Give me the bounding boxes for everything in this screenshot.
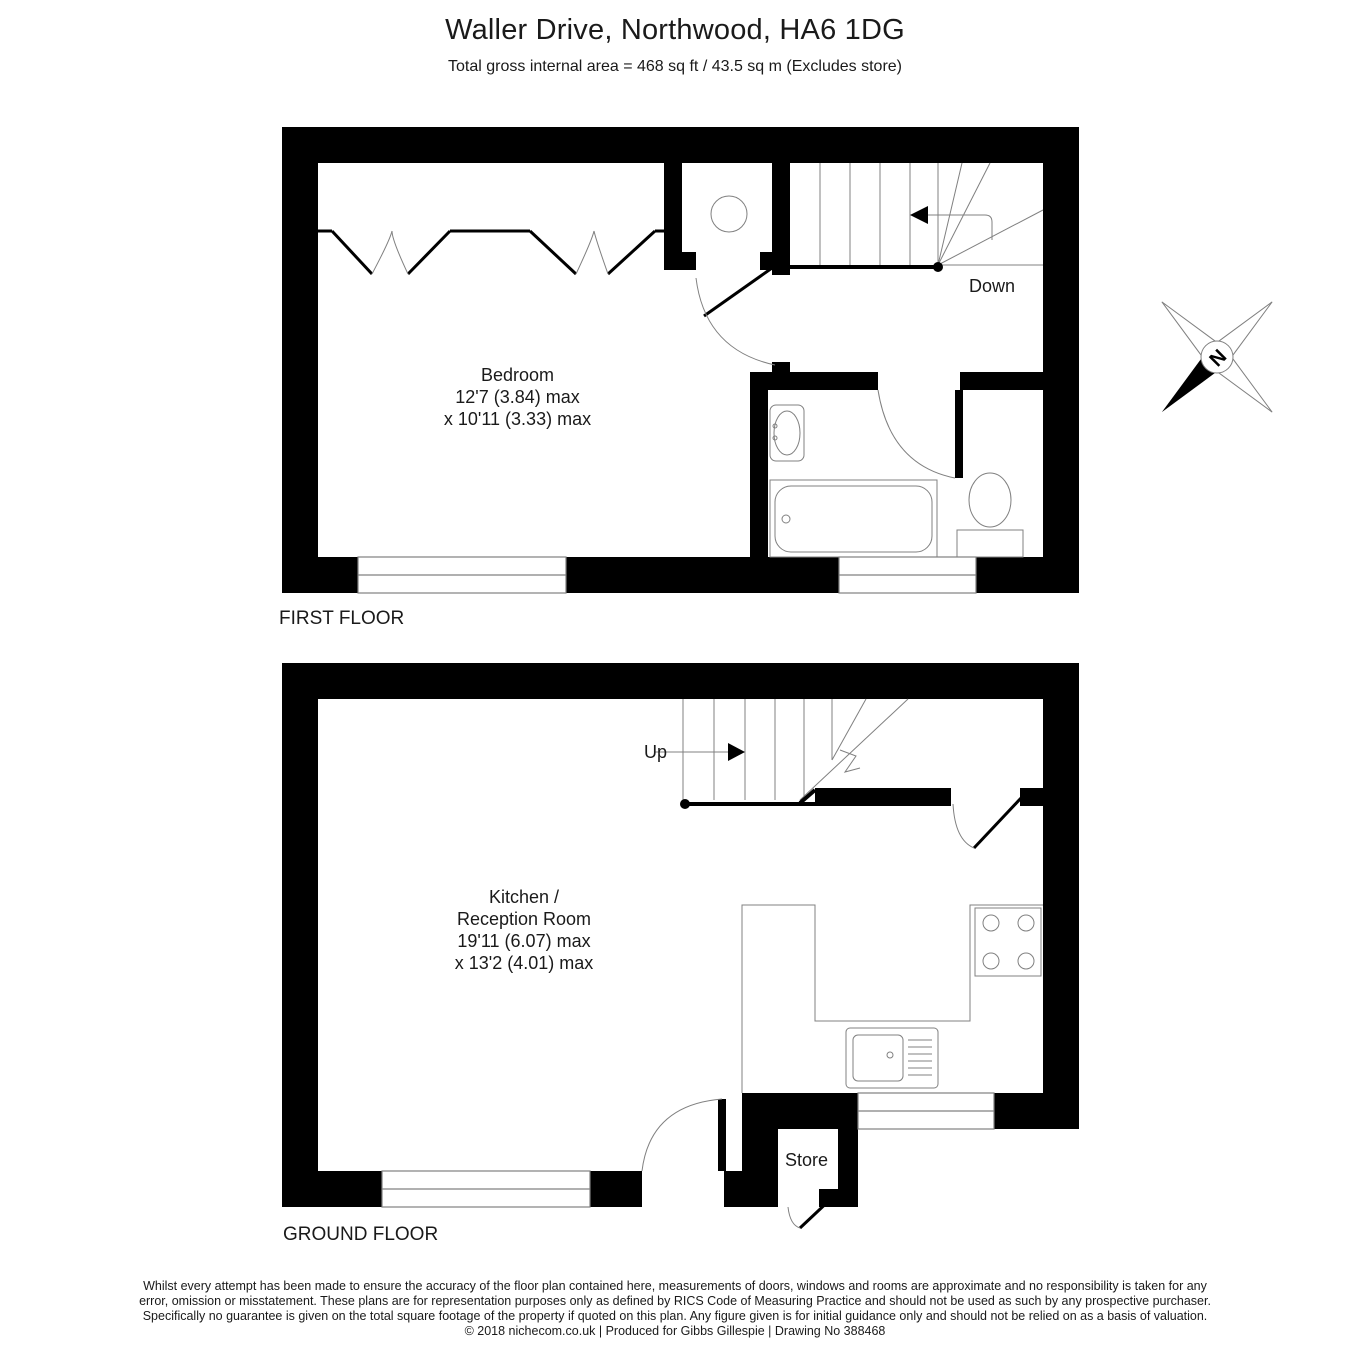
ground-floor-walls	[282, 663, 1079, 1207]
stairs-arrow-up	[728, 743, 745, 761]
disclaimer-line-3: Specifically no guarantee is given on the total square footage of the property if quoted on this plan. Any figure given is for initial guidance only and should not be relied on as a basis of valuation.	[142, 1309, 1208, 1323]
cupboard-door	[696, 268, 775, 365]
wardrobe-doors	[318, 231, 664, 274]
store-door	[788, 1196, 834, 1228]
store-label: Store	[785, 1150, 829, 1170]
copyright-line: © 2018 nichecom.co.uk | Produced for Gibbs Gillespie | Drawing No 388468	[464, 1324, 886, 1338]
hallway-door	[953, 797, 1022, 848]
disclaimer	[60, 1279, 1290, 1339]
kitchen-units	[742, 905, 1043, 1093]
stairs-up-label: Up	[644, 742, 668, 762]
bedroom-name: Bedroom	[480, 365, 555, 385]
cylinder-icon	[711, 196, 747, 232]
ground-floor-windows	[382, 1093, 994, 1207]
wardrobe-door-arcs	[372, 231, 608, 274]
first-floor-stairs	[820, 163, 1043, 265]
ground-floor-stairs	[655, 699, 908, 800]
plan-title: Waller Drive, Northwood, HA6 1DG	[445, 14, 905, 46]
kitchen-dim-length: 19'11 (6.07) max	[457, 931, 591, 951]
kitchen-label	[405, 886, 643, 974]
bedroom-dim-length: 12'7 (3.84) max	[455, 387, 580, 407]
kitchen-name-line2: Reception Room	[456, 909, 592, 929]
bedroom-label	[400, 364, 635, 430]
kitchen-dim-width: x 13'2 (4.01) max	[454, 953, 594, 973]
kitchen-name-line1: Kitchen /	[488, 887, 560, 907]
front-door-swing	[642, 1099, 722, 1171]
compass-north-letter: N	[1205, 345, 1232, 372]
stairs-down-label: Down	[969, 276, 1016, 296]
first-floor-walls	[282, 127, 1079, 593]
disclaimer-line-1: Whilst every attempt has been made to ensure the accuracy of the floor plan contained here, measurements of doors, windows and rooms are approximate and no responsibility is taken for any	[143, 1279, 1207, 1293]
disclaimer-line-2: error, omission or misstatement. These plans are for representation purposes only as defined by RICS Code of Measuring Practice and should not be used as such by any prospective purchaser.	[139, 1294, 1211, 1308]
stairs-arrow-down	[910, 206, 928, 224]
bathroom-fixtures	[770, 390, 1023, 557]
bedroom-dim-width: x 10'11 (3.33) max	[443, 409, 592, 429]
ground-floor-label: GROUND FLOOR	[283, 1224, 439, 1245]
first-floor-label: FIRST FLOOR	[279, 608, 405, 629]
plan-subtitle: Total gross internal area = 468 sq ft / 43.5 sq m (Excludes store)	[448, 58, 902, 75]
